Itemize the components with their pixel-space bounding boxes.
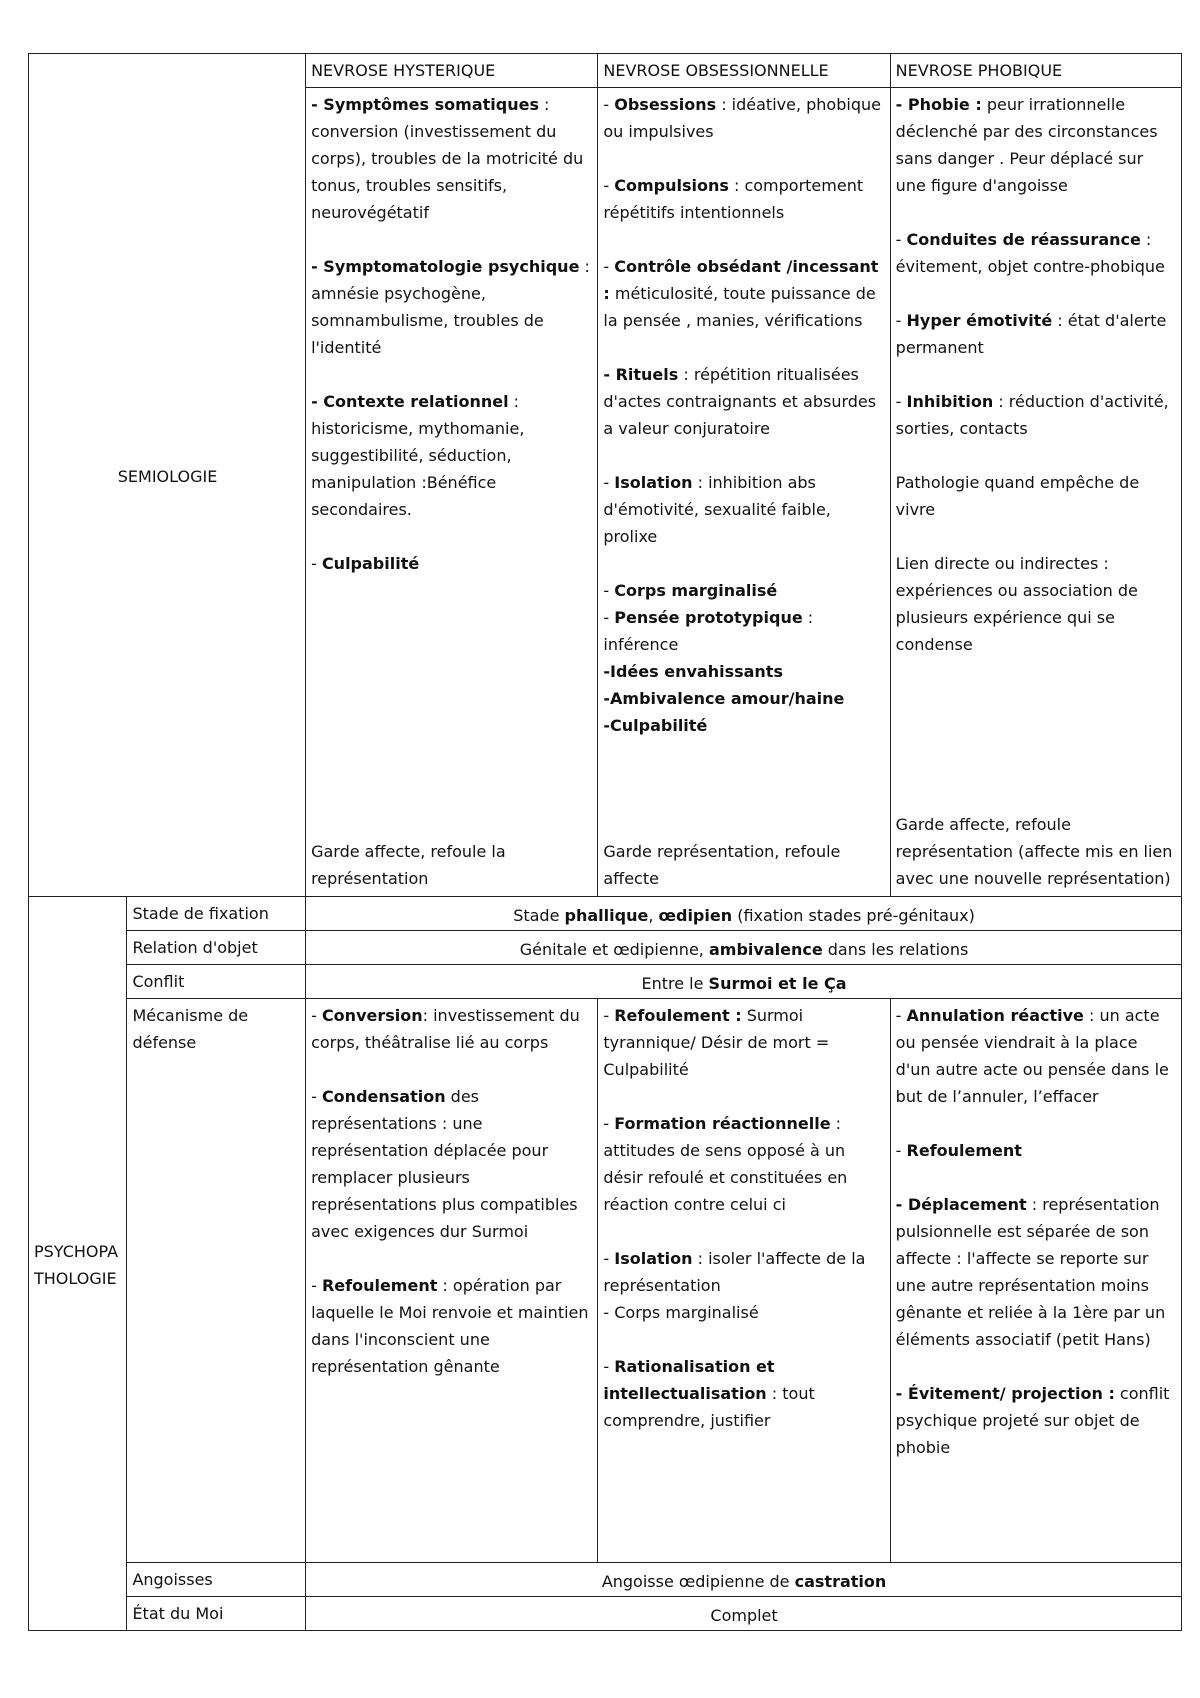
stade-row bbox=[29, 897, 1182, 931]
semiologie-phobique bbox=[890, 88, 1181, 897]
sem-phob-item-4: Pathologie quand empêche de vivre bbox=[895, 473, 1140, 519]
header-row bbox=[29, 54, 1182, 88]
sem-obs-group-1: - Pensée prototypique : inférence bbox=[603, 608, 814, 654]
sem-phob-item-0: - Phobie : peur irrationnelle déclenché par des circonstances sans danger . Peur déplacé sur une figure d'angoisse bbox=[895, 95, 1158, 195]
stade-label: Stade de fixation bbox=[127, 897, 306, 931]
psychopathologie-label: PSYCHOPA THOLOGIE bbox=[34, 1242, 119, 1288]
mec-obs-item-3: - Rationalisation et intellectualisation : tout comprendre, justifier bbox=[603, 1357, 815, 1430]
semiologie-label: SEMIOLOGIE bbox=[117, 467, 218, 486]
relation-row bbox=[29, 931, 1182, 965]
semiologie-obsessionnelle bbox=[598, 88, 890, 897]
conflit-value: Entre le Surmoi et le Ça bbox=[306, 965, 1182, 999]
mec-obs-item-0: - Refoulement : Surmoi tyrannique/ Désir de mort = Culpabilité bbox=[603, 1006, 830, 1079]
mec-obs-item-2-extra: - Corps marginalisé bbox=[603, 1303, 759, 1322]
sem-hyst-item-3: - Culpabilité bbox=[311, 554, 420, 573]
mecanisme-label: Mécanisme de défense bbox=[127, 999, 306, 1563]
mec-obs-item-2: - Isolation : isoler l'affecte de la représentation - Corps marginalisé bbox=[603, 1245, 885, 1326]
sem-obs-group-2: -Idées envahissants bbox=[603, 662, 783, 681]
mecanisme-hysterique bbox=[306, 999, 598, 1563]
relation-value: Génitale et œdipienne, ambivalence dans les relations bbox=[306, 931, 1182, 965]
sem-obs-group-3: -Ambivalence amour/haine bbox=[603, 689, 845, 708]
sem-obs-group-0: - Corps marginalisé bbox=[603, 581, 778, 600]
mec-obs-item-1: - Formation réactionnelle : attitudes de sens opposé à un désir refoulé et constituées en réaction contre celui ci bbox=[603, 1114, 848, 1214]
sem-obs-item-2: - Contrôle obsédant /incessant : méticulosité, toute puissance de la pensée , manies, vérifications bbox=[603, 257, 879, 330]
angoisses-value: Angoisse œdipienne de castration bbox=[306, 1563, 1182, 1597]
header-hysterique: NEVROSE HYSTERIQUE bbox=[306, 54, 598, 88]
header-phobique: NEVROSE PHOBIQUE bbox=[890, 54, 1181, 88]
etat-label: État du Moi bbox=[127, 1597, 306, 1631]
sem-obs-item-4: - Isolation : inhibition abs d'émotivité, sexualité faible, prolixe bbox=[603, 473, 831, 546]
mec-hyst-item-1: - Condensation des représentations : une représentation déplacée pour remplacer plusieurs représentations plus compatibles avec exigences dur Surmoi bbox=[311, 1087, 578, 1241]
semiologie-label-cell bbox=[29, 54, 306, 897]
stade-value: Stade phallique, œdipien (fixation stades pré-génitaux) bbox=[306, 897, 1182, 931]
sem-obs-item-0: - Obsessions : idéative, phobique ou impulsives bbox=[603, 95, 881, 141]
sem-obs-group bbox=[603, 577, 885, 739]
psychopathologie-label-cell bbox=[29, 897, 127, 1631]
sem-phob-item-2: - Hyper émotivité : état d'alerte permanent bbox=[895, 311, 1167, 357]
semiologie-hysterique bbox=[306, 88, 598, 897]
mec-hyst-item-2: - Refoulement : opération par laquelle le Moi renvoie et maintien dans l'inconscient une représentation gênante bbox=[311, 1276, 589, 1376]
header-obsessionnelle: NEVROSE OBSESSIONNELLE bbox=[598, 54, 890, 88]
etat-row bbox=[29, 1597, 1182, 1631]
sem-obs-footer: Garde représentation, refoule affecte bbox=[603, 842, 841, 888]
angoisses-label: Angoisses bbox=[127, 1563, 306, 1597]
sem-phob-footer: Garde affecte, refoule représentation (affecte mis en lien avec une nouvelle représentation) bbox=[895, 815, 1173, 888]
sem-hyst-item-1: - Symptomatologie psychique : amnésie psychogène, somnambulisme, troubles de l'identité bbox=[311, 257, 590, 357]
mec-phob-item-1: - Refoulement bbox=[895, 1141, 1022, 1160]
mec-hyst-item-0: - Conversion: investissement du corps, théâtralise lié au corps bbox=[311, 1006, 580, 1052]
sem-hyst-footer: Garde affecte, refoule la représentation bbox=[311, 842, 506, 888]
sem-phob-item-3: - Inhibition : réduction d'activité, sorties, contacts bbox=[895, 392, 1169, 438]
mecanisme-obsessionnelle bbox=[598, 999, 890, 1563]
sem-hyst-item-2: - Contexte relationnel : historicisme, mythomanie, suggestibilité, séduction, manipulation :Bénéfice secondaires. bbox=[311, 392, 525, 519]
nevroses-table bbox=[28, 53, 1182, 1631]
angoisses-row bbox=[29, 1563, 1182, 1597]
sem-phob-item-5: Lien directe ou indirectes : expériences ou association de plusieurs expérience qui se condense bbox=[895, 554, 1138, 654]
mec-phob-item-3: - Évitement/ projection : conflit psychique projeté sur objet de phobie bbox=[895, 1384, 1170, 1457]
mecanisme-phobique bbox=[890, 999, 1181, 1563]
conflit-row bbox=[29, 965, 1182, 999]
sem-obs-item-1: - Compulsions : comportement répétitifs intentionnels bbox=[603, 176, 864, 222]
etat-value: Complet bbox=[306, 1597, 1182, 1631]
sem-obs-group-4: -Culpabilité bbox=[603, 716, 708, 735]
mec-phob-item-0: - Annulation réactive : un acte ou pensée viendrait à la place d'un autre acte ou pensée dans le but de l’annuler, l’effacer bbox=[895, 1006, 1169, 1106]
sem-hyst-item-0: - Symptômes somatiques : conversion (investissement du corps), troubles de la motricité du tonus, troubles sensitifs, neurovégétatif bbox=[311, 95, 584, 222]
mecanisme-row bbox=[29, 999, 1182, 1563]
conflit-label: Conflit bbox=[127, 965, 306, 999]
relation-label: Relation d'objet bbox=[127, 931, 306, 965]
sem-obs-item-3: - Rituels : répétition ritualisées d'actes contraignants et absurdes a valeur conjuratoire bbox=[603, 365, 877, 438]
mec-phob-item-2: - Déplacement : représentation pulsionnelle est séparée de son affecte : l'affecte se reporte sur une autre représentation moins gênante et reliée à la 1ère par un éléments associatif (petit Hans) bbox=[895, 1195, 1166, 1349]
sem-phob-item-1: - Conduites de réassurance : évitement, objet contre-phobique bbox=[895, 230, 1165, 276]
